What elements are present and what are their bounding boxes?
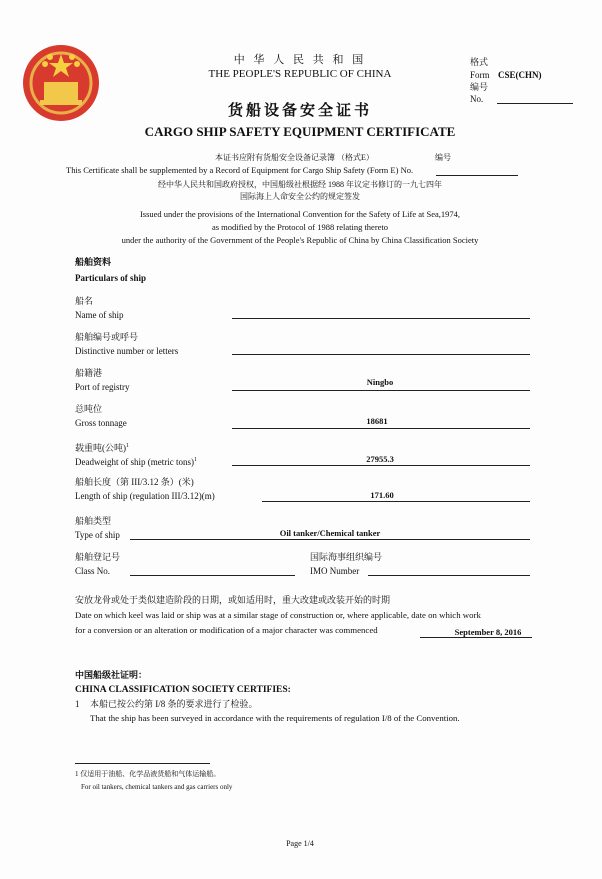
type-label-cn: 船舶类型 bbox=[75, 516, 112, 526]
imo-field bbox=[368, 575, 530, 576]
en-auth-2: as modified by the Protocol of 1988 relating thereto bbox=[211, 222, 389, 232]
class-label-cn: 船舶登记号 bbox=[75, 552, 121, 562]
length-label: Length of ship (regulation III/3.12)(m) bbox=[75, 491, 215, 501]
deadweight-label-cn-text: 载重吨(公吨) bbox=[75, 443, 126, 453]
name-label: Name of ship bbox=[75, 310, 124, 320]
cn-title: 货船设备安全证书 bbox=[227, 103, 373, 119]
keel-date-value: September 8, 2016 bbox=[454, 627, 522, 637]
cn-country: 中 华 人 民 共 和 国 bbox=[233, 54, 367, 66]
form-label: Form bbox=[470, 70, 490, 80]
port-value: Ningbo bbox=[366, 377, 394, 387]
port-label-cn: 船籍港 bbox=[75, 368, 103, 378]
distinctive-label: Distinctive number or letters bbox=[75, 346, 179, 356]
en-auth-1: Issued under the provisions of the International Convention for the Safety of Life at Sea,1974, bbox=[139, 209, 461, 219]
port-label: Port of registry bbox=[75, 382, 130, 392]
name-field bbox=[232, 318, 530, 319]
cn-supplement: 本证书应附有货船安全设备记录簿 （格式E） bbox=[215, 153, 374, 162]
footnote-ref: 1 bbox=[126, 443, 129, 449]
keel-label-1: Date on which keel was laid or ship was at a similar stage of construction or, where applicable, date on which work bbox=[75, 610, 481, 620]
deadweight-value: 27955.3 bbox=[366, 454, 394, 464]
class-label: Class No. bbox=[75, 566, 111, 576]
en-title: CARGO SHIP SAFETY EQUIPMENT CERTIFICATE bbox=[144, 124, 456, 139]
form-label-cn: 格式 bbox=[470, 57, 489, 67]
deadweight-label bbox=[75, 455, 197, 468]
keel-date-field bbox=[420, 637, 532, 638]
gross-label: Gross tonnage bbox=[75, 418, 127, 428]
imo-label-cn: 国际海事组织编号 bbox=[310, 552, 383, 562]
footnote-divider bbox=[75, 763, 210, 764]
imo-label: IMO Number bbox=[310, 566, 360, 576]
deadweight-label-text: Deadweight of ship (metric tons) bbox=[75, 457, 194, 467]
particulars-heading: Particulars of ship bbox=[75, 273, 146, 283]
certifies-heading: CHINA CLASSIFICATION SOCIETY CERTIFIES: bbox=[75, 685, 291, 695]
en-country: THE PEOPLE'S REPUBLIC OF CHINA bbox=[208, 68, 392, 80]
en-supplement: This Certificate shall be supplemented by a Record of Equipment for Cargo Ship Safety (Form E) No. bbox=[66, 165, 414, 175]
type-label: Type of ship bbox=[75, 530, 120, 540]
cn-auth-2: 国际海上人命安全公约的规定签发 bbox=[240, 192, 360, 201]
length-value: 171.60 bbox=[370, 490, 394, 500]
item-1-cn: 本船已按公约第 I/8 条的要求进行了检验。 bbox=[90, 699, 258, 709]
cn-auth-1: 经中华人民共和国政府授权，中国船级社根据经 1988 年议定书修订的一九七四年 bbox=[158, 180, 442, 189]
keel-label-2: for a conversion or an alteration or modification of a major character was commenced bbox=[75, 625, 378, 635]
gross-value: 18681 bbox=[366, 416, 388, 426]
footnote: For oil tankers, chemical tankers and gas carriers only bbox=[81, 783, 233, 791]
footnote-cn: 1 仅适用于油船、化学品液货船和气体运输船。 bbox=[75, 770, 221, 778]
keel-label-cn: 安放龙骨或处于类似建造阶段的日期，或如适用时，重大改建或改装开始的时期 bbox=[75, 595, 391, 605]
gross-label-cn: 总吨位 bbox=[75, 404, 103, 414]
particulars-heading-cn: 船舶资料 bbox=[75, 257, 112, 267]
no-label: No. bbox=[470, 94, 484, 104]
name-label-cn: 船名 bbox=[75, 296, 94, 306]
footnote-ref: 1 bbox=[193, 457, 197, 463]
port-field bbox=[232, 390, 530, 391]
type-value: Oil tanker/Chemical tanker bbox=[279, 528, 381, 538]
deadweight-field bbox=[232, 465, 530, 466]
item-number: 1 bbox=[75, 699, 80, 709]
distinctive-field bbox=[232, 354, 530, 355]
certifies-heading-cn: 中国船级社证明： bbox=[75, 670, 148, 680]
no-label-cn: 编号 bbox=[470, 82, 489, 92]
form-value: CSE(CHN) bbox=[498, 70, 542, 80]
gross-field bbox=[232, 428, 530, 429]
class-field bbox=[130, 575, 295, 576]
length-field bbox=[262, 501, 530, 502]
length-label-cn: 船舶长度（第 III/3.12 条）(米) bbox=[75, 477, 194, 487]
en-auth-3: under the authority of the Government of the People's Republic of China by China Classification Society bbox=[121, 235, 479, 245]
distinctive-label-cn: 船舶编号或呼号 bbox=[75, 332, 139, 342]
deadweight-label-cn bbox=[75, 441, 129, 454]
page-number: Page 1/4 bbox=[286, 839, 314, 848]
type-field bbox=[130, 539, 530, 540]
record-no-line bbox=[436, 175, 518, 176]
no-line bbox=[497, 103, 573, 104]
item-1: That the ship has been surveyed in accordance with the requirements of regulation I/8 of the Convention. bbox=[90, 713, 460, 723]
cn-no: 编号 bbox=[435, 153, 451, 162]
national-emblem bbox=[20, 42, 102, 124]
